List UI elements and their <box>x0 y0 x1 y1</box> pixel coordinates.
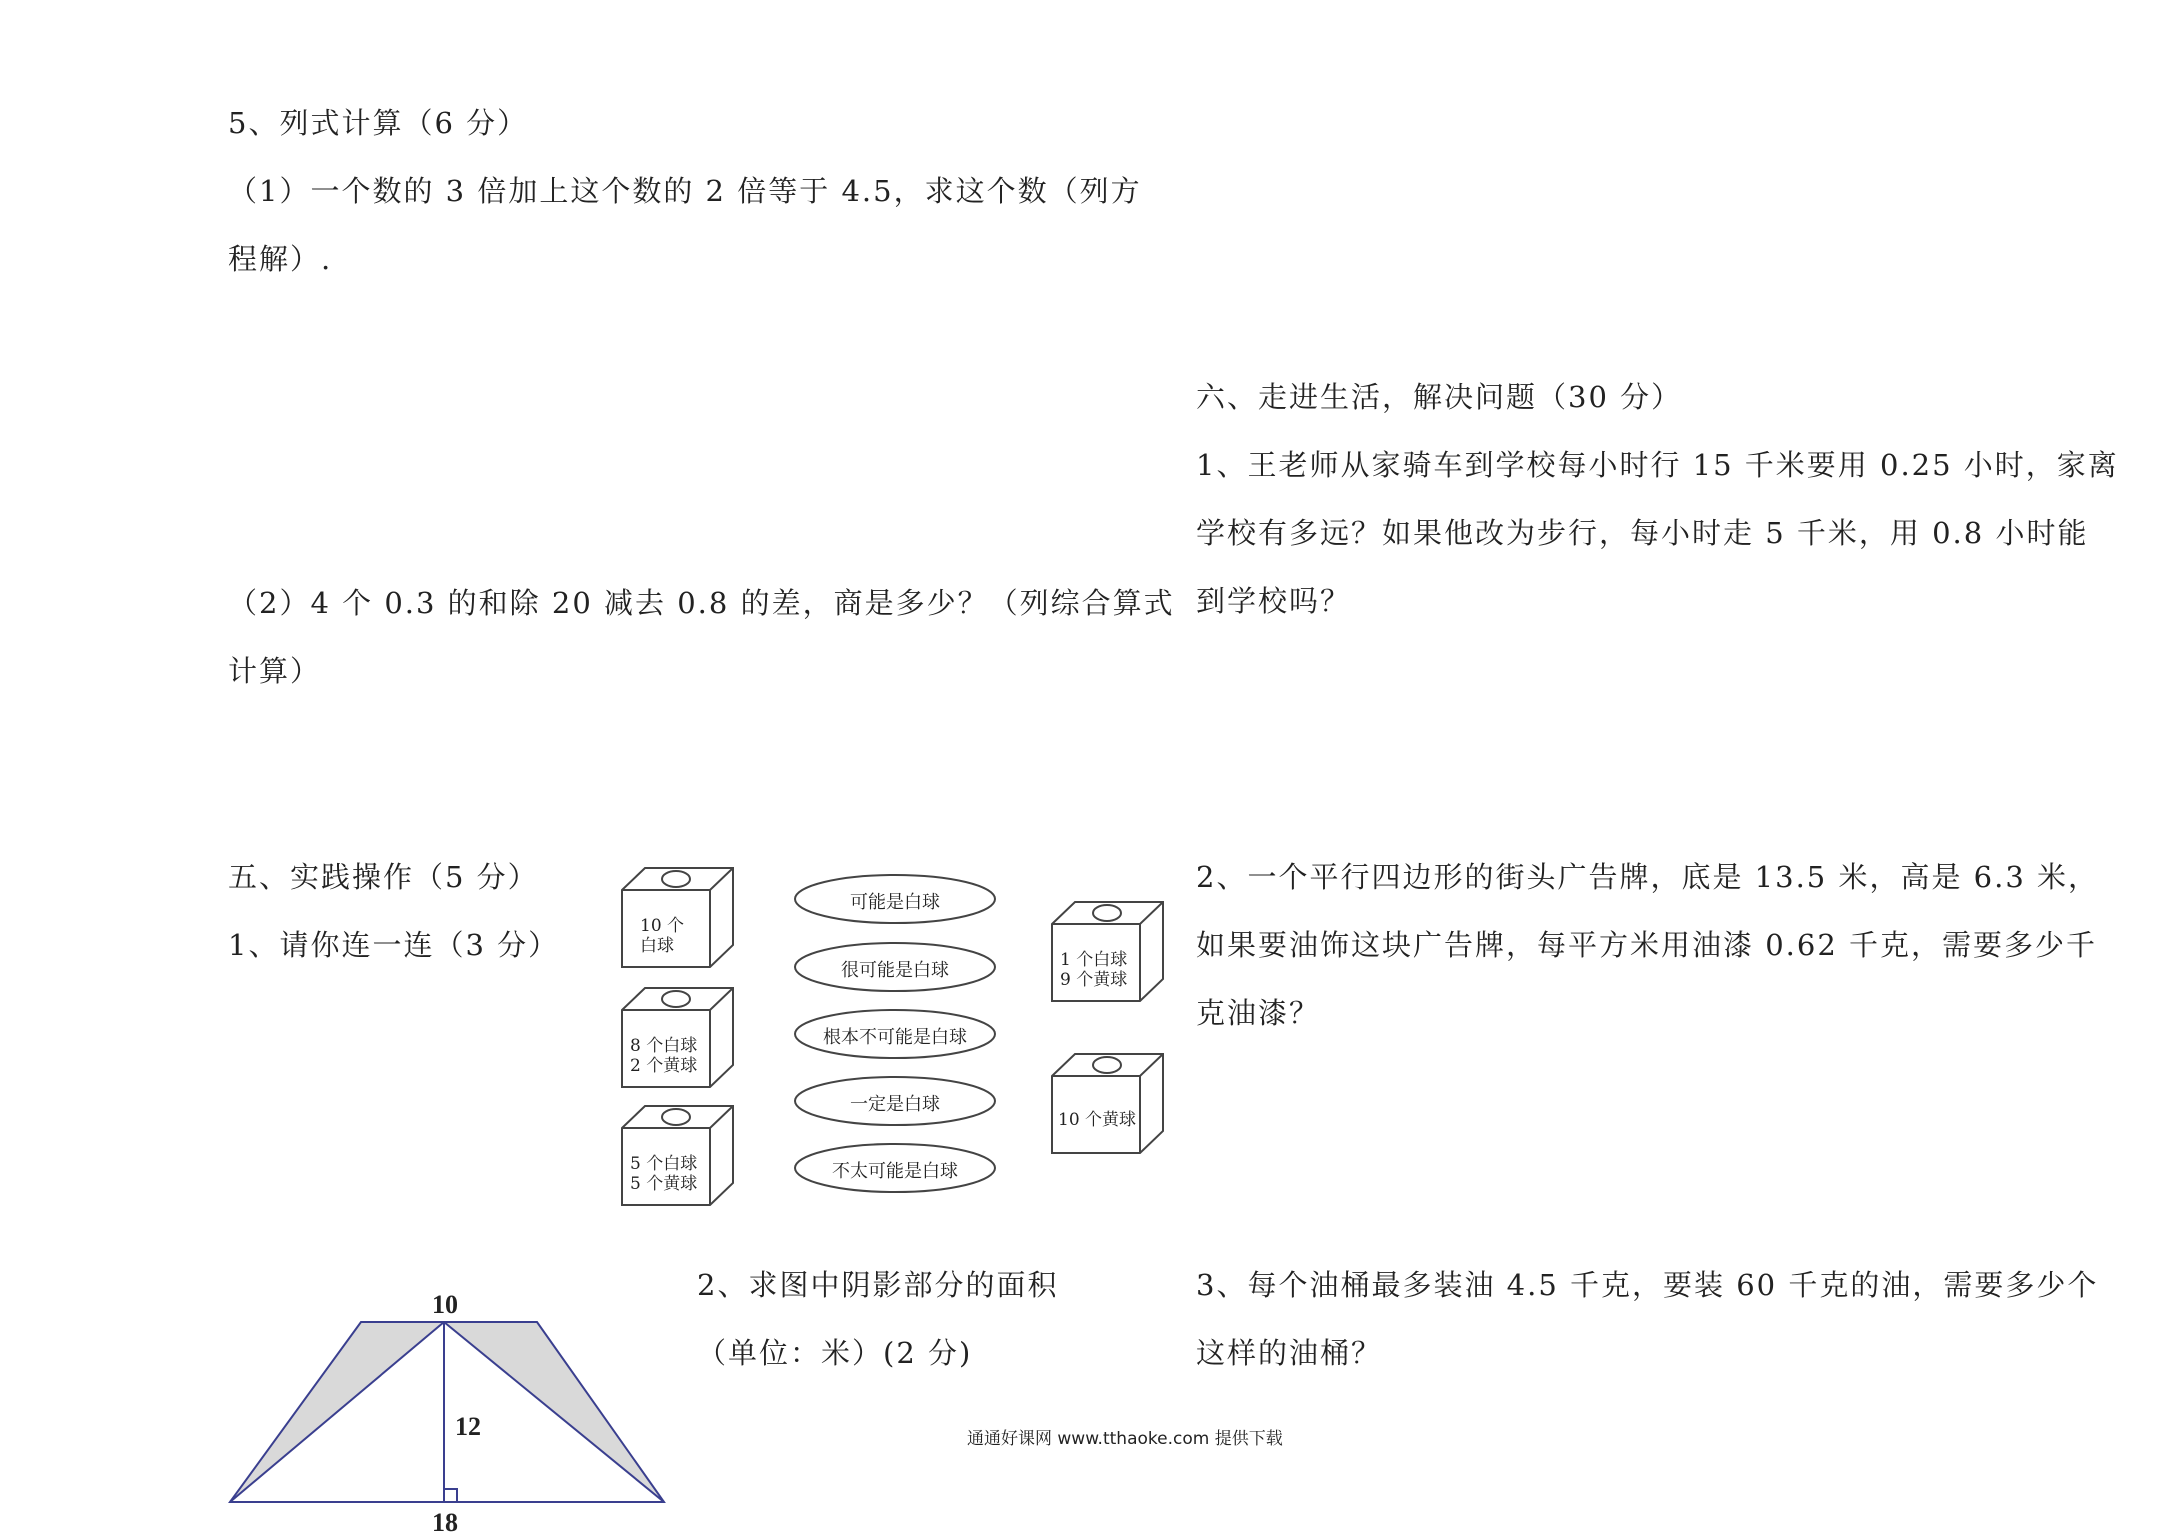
label-top: 10 <box>432 1290 458 1319</box>
footer-text: 通通好课网 www.tthaoke.com 提供下载 <box>967 1429 1283 1449</box>
q5-2-line1: （2）4 个 0.3 的和除 20 减去 0.8 的差，商是多少？（列综合算式 <box>228 586 1175 620</box>
oval-5-label: 不太可能是白球 <box>832 1161 958 1182</box>
q5-1-line2: 程解）. <box>228 242 333 276</box>
box-right-1-label: 1 个白球 9 个黄球 <box>1060 950 1128 990</box>
q2-shaded-line2: （单位：米）(2 分) <box>697 1336 973 1370</box>
label-bottom: 18 <box>432 1508 458 1537</box>
section5-q1: 1、请你连一连（3 分） <box>228 928 560 962</box>
q5-1-line1: （1）一个数的 3 倍加上这个数的 2 倍等于 4.5，求这个数（列方 <box>228 174 1142 208</box>
box-right-2-label: 10 个黄球 <box>1058 1110 1137 1130</box>
section6-title: 六、走进生活，解决问题（30 分） <box>1196 380 1683 414</box>
q5-2-line2: 计算） <box>228 654 322 688</box>
oval-3-label: 根本不可能是白球 <box>823 1027 967 1048</box>
r-q1-line1: 1、王老师从家骑车到学校每小时行 15 千米要用 0.25 小时，家离 <box>1196 448 2119 482</box>
q5-title: 5、列式计算（6 分） <box>228 106 529 140</box>
r-q2-line3: 克油漆？ <box>1196 996 1321 1030</box>
section5-title: 五、实践操作（5 分） <box>228 860 539 894</box>
r-q2-line2: 如果要油饰这块广告牌，每平方米用油漆 0.62 千克，需要多少千 <box>1196 928 2098 962</box>
r-q1-line2: 学校有多远？如果他改为步行，每小时走 5 千米，用 0.8 小时能 <box>1196 516 2089 550</box>
box-left-3-label: 5 个白球 5 个黄球 <box>630 1154 698 1194</box>
r-q3-line2: 这样的油桶？ <box>1196 1336 1383 1370</box>
box-left-2-label: 8 个白球 2 个黄球 <box>630 1036 698 1076</box>
box-left-1-label: 10 个 白球 <box>640 916 685 956</box>
oval-2-label: 很可能是白球 <box>841 960 949 981</box>
r-q1-line3: 到学校吗？ <box>1196 584 1352 618</box>
r-q2-line1: 2、一个平行四边形的街头广告牌，底是 13.5 米，高是 6.3 米， <box>1196 860 2100 894</box>
r-q3-line1: 3、每个油桶最多装油 4.5 千克，要装 60 千克的油，需要多少个 <box>1196 1268 2099 1302</box>
oval-4-label: 一定是白球 <box>850 1094 940 1115</box>
oval-1-label: 可能是白球 <box>850 892 940 913</box>
diag-left <box>230 1322 444 1502</box>
right-angle-mark <box>444 1489 457 1502</box>
label-height: 12 <box>455 1412 481 1441</box>
q2-shaded-line1: 2、求图中阴影部分的面积 <box>697 1268 1059 1302</box>
